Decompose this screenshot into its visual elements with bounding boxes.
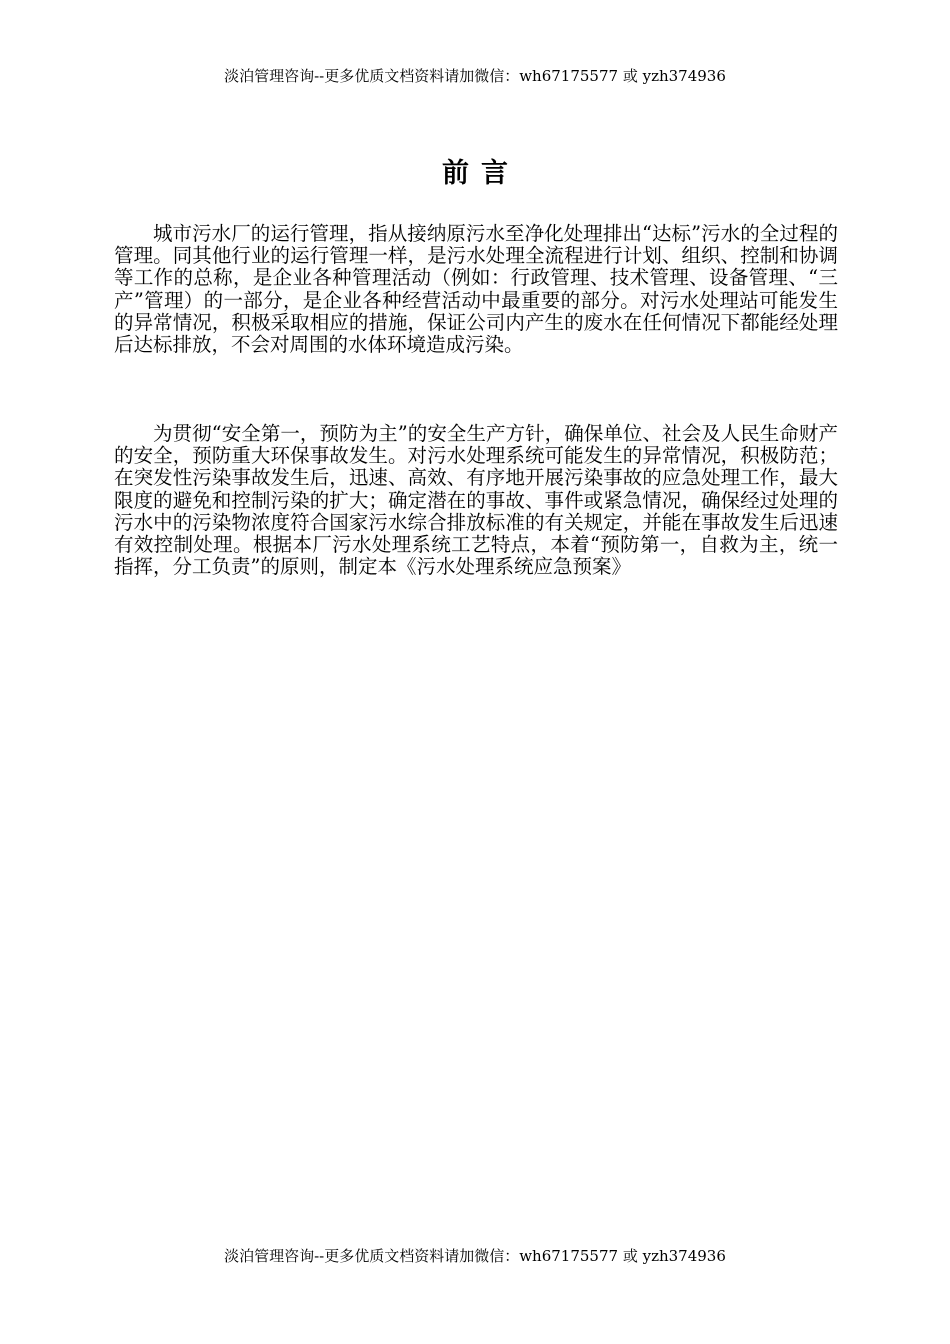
paragraph-text: 为贯彻“安全第一，预防为主”的安全生产方针，确保单位、社会及人民生命财产的安全，预防重大环保事故发生。对污水处理系统可能发生的异常情况，积极防范；在突发性污染事故发生后，迅速、高效、有序地开展污染事故的应急处理工作，最大限度的避免和控制污染的扩大；确定潜在的事故、事件或紧急情况，确保经过处理的污水中的污染物浓度符合国家污水综合排放标准的有关规定，并能在事故发生后迅速有效控制处理。根据本厂污水处理系统工艺特点，本着“预防第一，自救为主，统一指挥，分工负责”的原则，制定本《污水处理系统应急预案》 bbox=[114, 422, 838, 579]
body-paragraph-2 bbox=[114, 423, 838, 578]
page-header: 淡泊管理咨询--更多优质文档资料请加微信：wh67175577 或 yzh374936 bbox=[224, 67, 726, 85]
paragraph-text: 城市污水厂的运行管理，指从接纳原污水至净化处理排出“达标”污水的全过程的管理。同其他行业的运行管理一样，是污水处理全流程进行计划、组织、控制和协调等工作的总称，是企业各种管理活动（例如：行政管理、技术管理、设备管理、“三产”管理）的一部分，是企业各种经营活动中最重要的部分。对污水处理站可能发生的异常情况，积极采取相应的措施，保证公司内产生的废水在任何情况下都能经处理后达标排放，不会对周围的水体环境造成污染。 bbox=[114, 222, 838, 357]
body-paragraph-1 bbox=[114, 223, 838, 356]
page-footer: 淡泊管理咨询--更多优质文档资料请加微信：wh67175577 或 yzh374936 bbox=[224, 1247, 726, 1265]
document-title: 前言 bbox=[442, 158, 520, 189]
